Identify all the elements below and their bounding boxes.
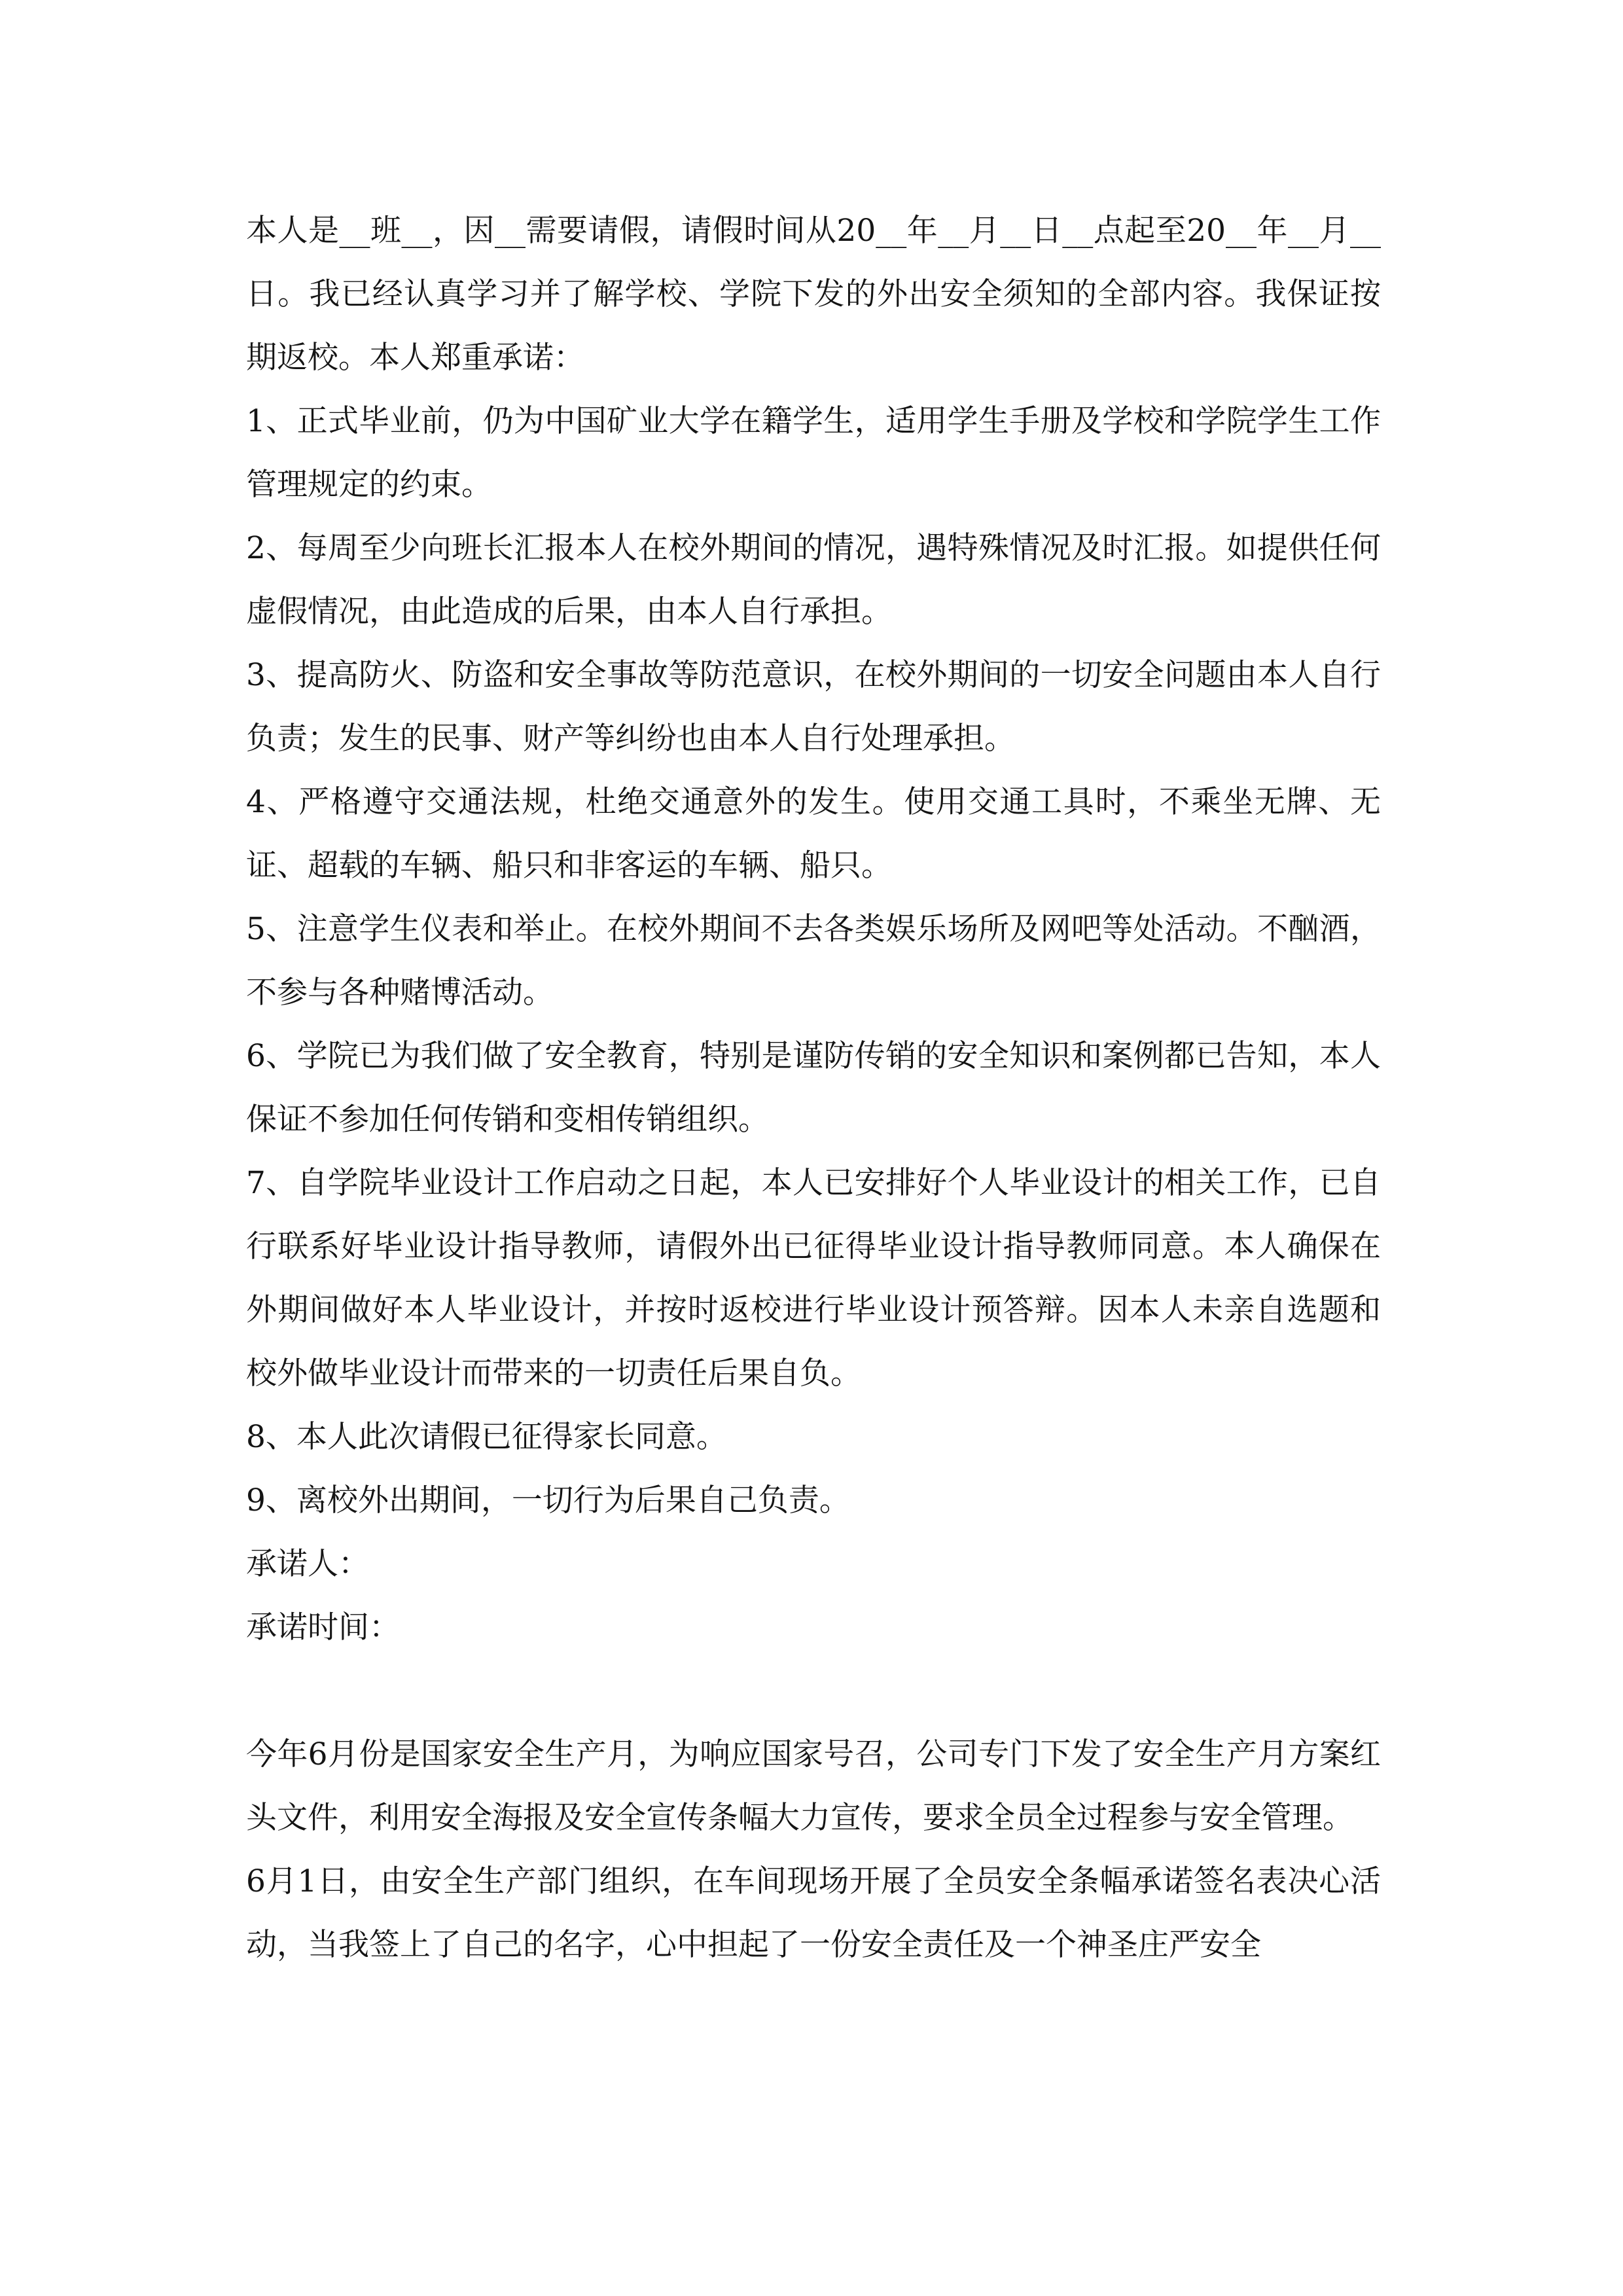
pledge-item-9: 9、离校外出期间，一切行为后果自己负责。 bbox=[246, 1482, 850, 1518]
pledge-item-1: 1、正式毕业前，仍为中国矿业大学在籍学生，适用学生手册及学校和学院学生工作管理规定的约束。 bbox=[246, 403, 1381, 503]
signing-event-paragraph: 6月1日，由安全生产部门组织，在车间现场开展了全员安全条幅承诺签名表决心活动，当我签上了自己的名字，心中担起了一份安全责任及一个神圣庄严安全 bbox=[246, 1863, 1381, 1963]
pledge-item-8: 8、本人此次请假已征得家长同意。 bbox=[246, 1419, 727, 1455]
pledge-item-7: 7、自学院毕业设计工作启动之日起，本人已安排好个人毕业设计的相关工作，已自行联系好毕业设计指导教师，请假外出已征得毕业设计指导教师同意。本人确保在外期间做好本人毕业设计，并按时返校进行毕业设计预答辩。因本人未亲自选题和校外做毕业设计而带来的一切责任后果自负。 bbox=[246, 1165, 1381, 1391]
pledge-item-2: 2、每周至少向班长汇报本人在校外期间的情况，遇特殊情况及时汇报。如提供任何虚假情况，由此造成的后果，由本人自行承担。 bbox=[246, 530, 1381, 630]
signer-label: 承诺人： bbox=[246, 1546, 369, 1582]
leave-intro-paragraph: 本人是__班__，因__需要请假，请假时间从20__年__月__日__点起至20__年__月__日。我已经认真学习并了解学校、学院下发的外出安全须知的全部内容。我保证按期返校。本人郑重承诺： bbox=[246, 213, 1381, 376]
safety-month-paragraph: 今年6月份是国家安全生产月，为响应国家号召，公司专门下发了安全生产月方案红头文件，利用安全海报及安全宣传条幅大力宣传，要求全员全过程参与安全管理。 bbox=[246, 1736, 1381, 1836]
document-body bbox=[246, 199, 1381, 1977]
pledge-item-6: 6、学院已为我们做了安全教育，特别是谨防传销的安全知识和案例都已告知，本人保证不参加任何传销和变相传销组织。 bbox=[246, 1038, 1381, 1138]
pledge-item-5: 5、注意学生仪表和举止。在校外期间不去各类娱乐场所及网吧等处活动。不酗酒，不参与各种赌博活动。 bbox=[246, 911, 1381, 1011]
pledge-item-3: 3、提高防火、防盗和安全事故等防范意识，在校外期间的一切安全问题由本人自行负责；发生的民事、财产等纠纷也由本人自行处理承担。 bbox=[246, 657, 1381, 757]
pledge-date-label: 承诺时间： bbox=[246, 1609, 400, 1645]
pledge-item-4: 4、严格遵守交通法规，杜绝交通意外的发生。使用交通工具时，不乘坐无牌、无证、超载的车辆、船只和非客运的车辆、船只。 bbox=[246, 784, 1381, 884]
section-spacer bbox=[246, 1659, 1381, 1723]
